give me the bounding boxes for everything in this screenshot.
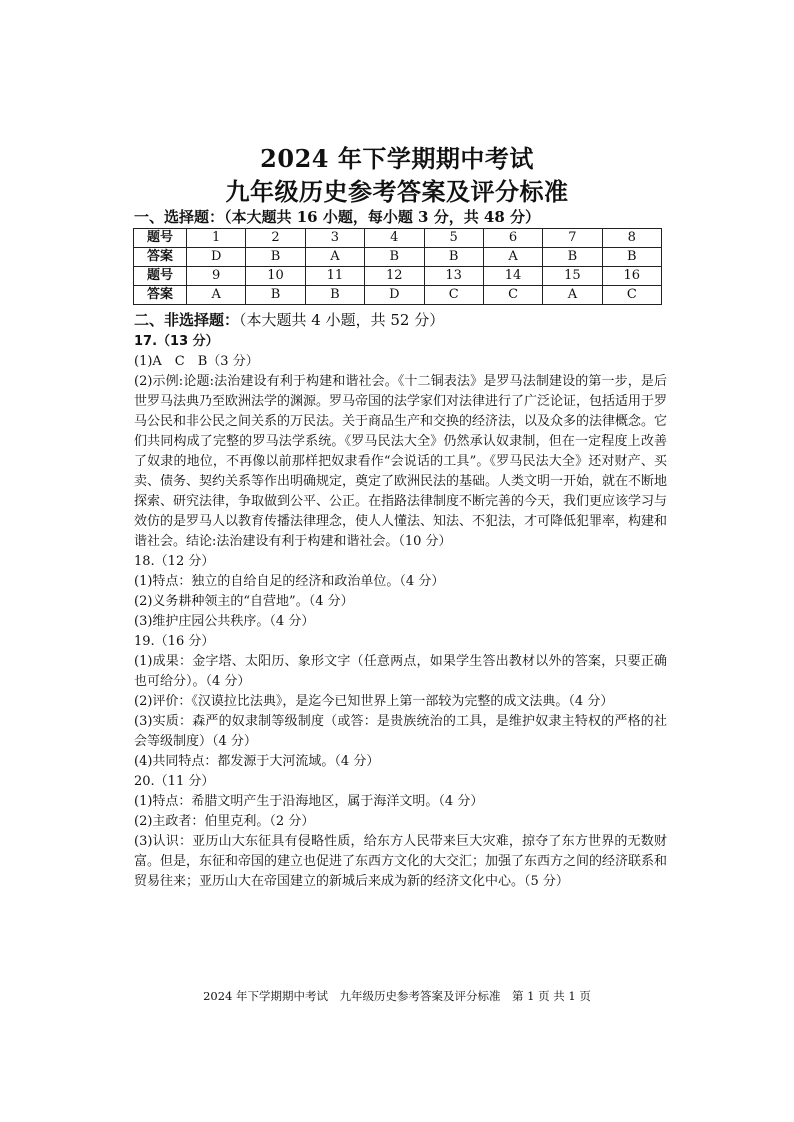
- exam-title: 2024 年下学期期中考试: [260, 144, 534, 173]
- row-header-cell: 题号: [134, 267, 187, 286]
- table-cell: 3: [305, 229, 364, 248]
- table-cell: B: [246, 248, 305, 267]
- section-2-heading-detail: （本大题共 4 小题，共 52 分）: [239, 311, 445, 329]
- table-cell: A: [187, 286, 246, 305]
- answers-body: [134, 332, 667, 892]
- table-cell: 12: [365, 267, 424, 286]
- table-cell: 11: [305, 267, 364, 286]
- question-19-answer-3: (3)实质：森严的奴隶制等级制度（或答：是贵族统治的工具，是维护奴隶主特权的严格的社会等级制度）（4 分）: [134, 714, 667, 749]
- table-cell: A: [543, 286, 602, 305]
- table-cell: B: [424, 248, 483, 267]
- table-cell: D: [187, 248, 246, 267]
- table-cell: 2: [246, 229, 305, 248]
- section-2-heading-label: 二、非选择题：: [134, 311, 240, 329]
- question-20-answer-2: (2)主政者：伯里克利。（2 分）: [134, 814, 315, 829]
- table-cell: 6: [483, 229, 542, 248]
- table-cell: 16: [602, 267, 661, 286]
- question-17-answer-1: (1)A C B（3 分）: [134, 354, 259, 369]
- table-cell: 15: [543, 267, 602, 286]
- table-row: [134, 248, 662, 267]
- table-cell: C: [483, 286, 542, 305]
- table-cell: B: [305, 286, 364, 305]
- table-cell: C: [424, 286, 483, 305]
- table-cell: 10: [246, 267, 305, 286]
- question-17-heading: 17.（13 分）: [134, 334, 219, 349]
- question-18-heading: 18.（12 分）: [134, 554, 215, 569]
- question-19-answer-2: (2)评价：《汉谟拉比法典》，是迄今已知世界上第一部较为完整的成文法典。（4 分）: [134, 694, 614, 709]
- table-cell: B: [246, 286, 305, 305]
- answer-table: [133, 228, 662, 305]
- table-cell: A: [305, 248, 364, 267]
- table-cell: A: [483, 248, 542, 267]
- table-cell: 13: [424, 267, 483, 286]
- question-19-answer-1: (1)成果：金字塔、太阳历、象形文字（任意两点，如果学生答出教材以外的答案，只要正确也可给分）。（4 分）: [134, 654, 667, 689]
- table-cell: 1: [187, 229, 246, 248]
- table-cell: B: [365, 248, 424, 267]
- table-cell: C: [602, 286, 661, 305]
- section-1-heading: 一、选择题：（本大题共 16 小题，每小题 3 分，共 48 分）: [134, 208, 541, 226]
- table-cell: 14: [483, 267, 542, 286]
- table-cell: B: [543, 248, 602, 267]
- question-19-answer-4: (4)共同特点：都发源于大河流域。（4 分）: [134, 754, 380, 769]
- document-title: 九年级历史参考答案及评分标准: [225, 177, 569, 206]
- question-18-answer-1: (1)特点：独立的自给自足的经济和政治单位。（4 分）: [134, 574, 445, 589]
- section-2-heading: [134, 310, 444, 330]
- table-cell: 9: [187, 267, 246, 286]
- page-footer: 2024 年下学期期中考试 九年级历史参考答案及评分标准 第 1 页 共 1 页: [203, 989, 591, 1003]
- table-cell: D: [365, 286, 424, 305]
- question-19-heading: 19.（16 分）: [134, 634, 215, 649]
- question-20-heading: 20.（11 分）: [134, 774, 215, 789]
- table-cell: B: [602, 248, 661, 267]
- question-18-answer-3: (3)维护庄园公共秩序。（4 分）: [134, 614, 315, 629]
- question-17-answer-2: (2)示例:论题:法治建设有利于构建和谐社会。《十二铜表法》是罗马法制建设的第一步，是后世罗马法典乃至欧洲法学的渊源。罗马帝国的法学家们对法律进行了广泛论证，包括适用于罗马公民和非公民之间关系的万民法。关于商品生产和交换的经济法，以及众多的法律概念。它们共同构成了完整的罗马法学系统。《罗马民法大全》仍然承认奴隶制，但在一定程度上改善了奴隶的地位，不再像以前那样把奴隶看作“会说话的工具”。《罗马民法大全》还对财产、买卖、债务、契约关系等作出明确规定，奠定了欧洲民法的基础。人类文明一开始，就在不断地探索、研究法律，争取做到公平、公正。在指路法律制度不断完善的今天，我们更应该学习与效仿的是罗马人以教育传播法律理念，使人人懂法、知法、不犯法，才可降低犯罪率，构建和谐社会。结论:法治建设有利于构建和谐社会。（10 分）: [134, 374, 668, 549]
- question-20-answer-1: (1)特点：希腊文明产生于沿海地区，属于海洋文明。（4 分）: [134, 794, 484, 809]
- table-cell: 7: [543, 229, 602, 248]
- row-header-cell: 题号: [134, 229, 187, 248]
- table-row: [134, 267, 662, 286]
- row-header-cell: 答案: [134, 248, 187, 267]
- question-20-answer-3: (3)认识：亚历山大东征具有侵略性质，给东方人民带来巨大灾难，掠夺了东方世界的无数财富。但是，东征和帝国的建立也促进了东西方文化的大交汇；加强了东西方之间的经济联系和贸易往来；亚历山大在帝国建立的新城后来成为新的经济文化中心。（5 分）: [134, 834, 668, 889]
- table-row: [134, 286, 662, 305]
- table-row: [134, 229, 662, 248]
- question-18-answer-2: (2)义务耕种领主的“自营地”。（4 分）: [134, 594, 354, 609]
- row-header-cell: 答案: [134, 286, 187, 305]
- table-cell: 4: [365, 229, 424, 248]
- table-cell: 5: [424, 229, 483, 248]
- table-cell: 8: [602, 229, 661, 248]
